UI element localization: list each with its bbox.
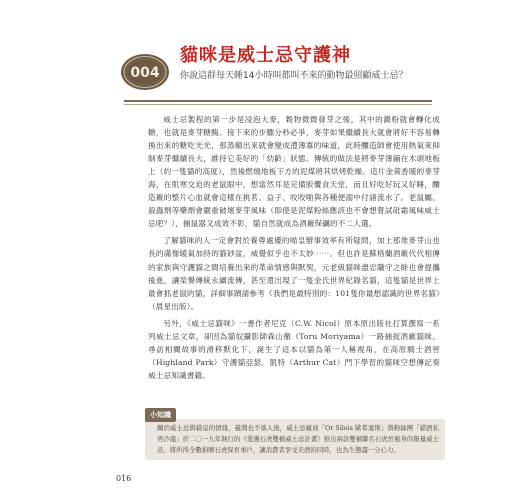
trivia-tag: 小知識 xyxy=(145,408,176,422)
paragraph-1: 威士忌製程的第一步是浸泡大麥，穀物微微發芽之後，其中的澱粉就會轉化成糖，也就是麥芽糖酶。接下來的步驟分秒必爭，麥芽如果繼續長大就會將好不容易轉換出來的糖吃光光，那蒸餾出來就會變成澧薄寡的味道，此時釀造師會使用熱氣來抑制麥芽繼續長大，維持它美好的「幼齡」狀態。傳統的做法是將麥芽薄鋪在木頭地板上（約一隻貓的高度），然後燃燒地板下方的泥煤將其烘烤乾燥。這片金黃香暖的麥芽海，在肌寒交迫的老鼠眼中，想當然耳是完備版饗食天堂，而且好吃好玩又好睡，釀造廠的整片心血就會這樣在挑茗、益子、咬咬啪與各種便溺中付諸流水了。老鼠屬、殺蟲劑等藥劑會嚴重破壞麥芽風味（即使是泥煤粉絲應該也不會想嘗試砒霜風味威士忌吧？），捕鼠器又成效不彰，貓自然就成為酒廠保礪的不二人選。 xyxy=(148,115,440,229)
page-title: 貓咪是威士忌守護神 xyxy=(180,45,351,66)
header-divider-thin xyxy=(124,104,432,105)
page-subtitle: 你說這群每天睡14小時叫都叫不來的動物最照顧威士忌？ xyxy=(180,71,408,81)
body-text xyxy=(148,113,440,386)
badge-shape-icon xyxy=(120,52,170,92)
trivia-note-text: 關於威士忌與貓皇的情緣，臺灣也不落人後，威士忌廠商「Or Sileis 歐希塞斯」與粉絲團「貓酒私男沙龍」於二〇一九年執行的《愛護石虎雙桶威士忌計畫》推出兩款雙桶聯名石虎於瓶身的限量威士忌，將所得全數捐贈石虎保育事戶，讓消費者享受美酒的同時，也為生態盡一分心力。 xyxy=(157,424,439,454)
chapter-number-badge xyxy=(120,52,170,92)
chapter-number: 004 xyxy=(130,65,160,81)
trivia-note-box xyxy=(145,419,445,460)
header xyxy=(180,44,480,83)
paragraph-3: 另外，《威士忌貓咪》一書作者尼克（C.W. Nicol）原本原出版社打算撰寫一系列威士忌文章，卻因為貓奴攝影師森山徹（Toru Moriyama）一路捕捉酒廠貓咪、尋訪相關故事的滑移默化下，誕生了這本以貓為第一人稱視角，在高原騎士酒窖（Highland Park）守護貓亞瑟．凱特（Arthur Cat）門下學習的貓咪空想傳記奏威士忌知識書籍。 xyxy=(148,318,440,380)
paragraph-2: 了解貓咪的人一定會對於養尊處優的喵皇辦事效率有所疑問，加上那堆麥芽山也長的滿像暖氣加持的貓砂盆，威覺似乎也不太妙⋯⋯。但也許是蘇格蘭酒廠代代相傳的家族與守護貓之間培養出來的革命情感與默契，元老級貓咪盡忠職守之餘也會提攜後進，讓榮譽傳統永續流傳，甚至還出現了一隻金氏世界紀錄名貓，這隻貓是世界上最會抓老鼠的貓，詳細事蹟請參考《我們是最特別的：101隻你最想認識的世界名貓》（晨星出版）。 xyxy=(148,236,440,311)
header-divider xyxy=(124,100,432,102)
page-number: 016 xyxy=(116,474,132,483)
